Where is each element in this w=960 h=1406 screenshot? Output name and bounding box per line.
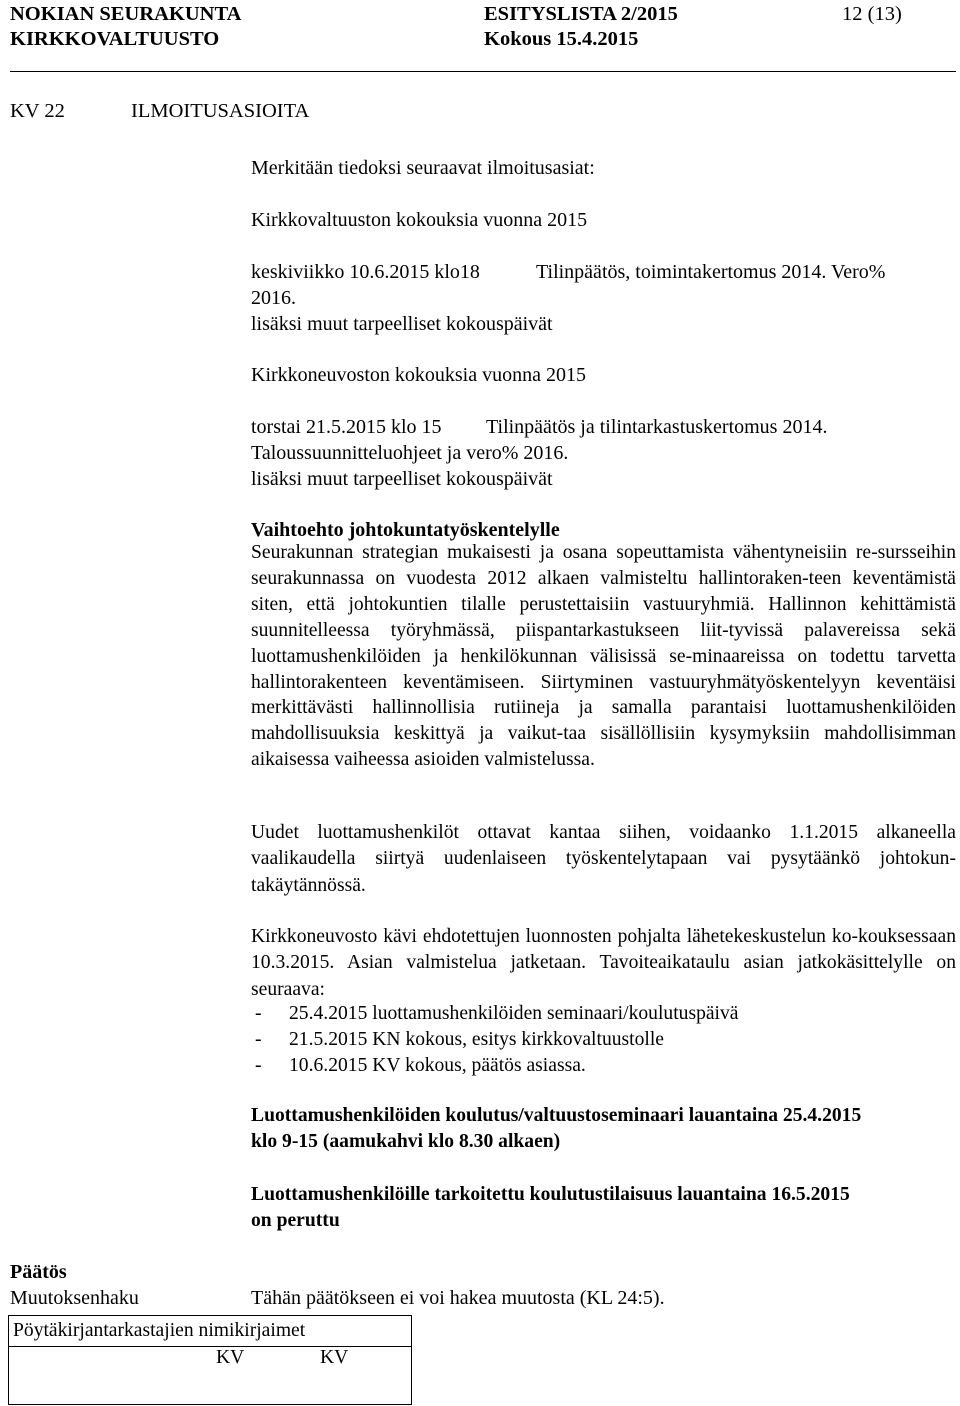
kv-meeting-topic: Tilinpäätös, toimintakertomus 2014. Vero% <box>536 261 886 283</box>
signature-box-divider <box>9 1346 411 1347</box>
cancelled-notice-line-2: on peruttu <box>251 1210 340 1231</box>
signature-box-title: Pöytäkirjantarkastajien nimikirjaimet <box>13 1320 306 1341</box>
kv-meeting-extra: lisäksi muut tarpeelliset kokouspäivät <box>251 313 553 335</box>
page-number: 12 (13) <box>842 3 902 25</box>
signature-box <box>8 1315 412 1405</box>
decision-label: Päätös <box>10 1261 67 1283</box>
alternative-heading: Vaihtoehto johtokuntatyöskentelylle <box>251 519 560 541</box>
seminar-notice-line-1: Luottamushenkilöiden koulutus/valtuustoseminaari lauantaina 25.4.2015 <box>251 1105 862 1126</box>
cancelled-notice-line-1: Luottamushenkilöille tarkoitettu koulutustilaisuus lauantaina 16.5.2015 <box>251 1184 850 1205</box>
kn-meeting-topic: Tilinpäätös ja tilintarkastuskertomus 2014. <box>486 416 828 438</box>
kv-meeting-date: keskiviikko 10.6.2015 klo18 <box>251 261 480 283</box>
header-rule <box>10 71 956 72</box>
section-number: KV 22 <box>10 100 65 122</box>
kv-meetings-title: Kirkkovaltuuston kokouksia vuonna 2015 <box>251 209 588 231</box>
alternative-paragraph-1: Seurakunnan strategian mukaisesti ja osana sopeuttamista vähentyneisiin re-sursseihin seurakunnassa on vuodesta 2012 alkaen valmisteltu hallintoraken-teen keventämistä siten, että johtokuntien tilalle perustettaisiin vastuuryhmiä. Hallinnon kehittämistä suunnitelleessa työryhmässä, piispantarkastukseen liit-tyvissä palavereissa sekä luottamushenkilöiden ja henkilökunnan välisissä se-minaareissa on todettu tarvetta hallintorakenteen keventämiseen. Siirtyminen vastuuryhmätyöskentelyyn keventäisi merkittävästi hallinnollisia rutiineja ja samalla parantaisi luottamushenkilöiden mahdollisuuksia keskittyä ja vaikut-taa sisällöllisiin kysymyksiin mahdollisimman aikaisessa vaiheessa asioiden valmistelussa. <box>251 542 956 771</box>
schedule-item: - 10.6.2015 KV kokous, päätös asiassa. <box>255 1055 586 1076</box>
appeal-text: Tähän päätökseen ei voi hakea muutosta (KL 24:5). <box>251 1287 665 1309</box>
kn-meeting-extra: lisäksi muut tarpeelliset kokouspäivät <box>251 468 553 490</box>
schedule-item: - 25.4.2015 luottamushenkilöiden seminaari/koulutuspäivä <box>255 1003 739 1024</box>
signature-initials-1: KV <box>216 1347 245 1368</box>
seminar-notice-line-2: klo 9-15 (aamukahvi klo 8.30 alkaen) <box>251 1131 561 1152</box>
body-name: KIRKKOVALTUUSTO <box>10 28 220 50</box>
meeting-date: Kokous 15.4.2015 <box>484 28 639 50</box>
alternative-paragraph-3: Kirkkoneuvosto kävi ehdotettujen luonnosten pohjalta lähetekeskustelun ko-kouksessaan 10.3.2015. Asian valmistelua jatketaan. Tavoiteaikataulu asian jatkokäsittelylle on seuraava: <box>251 926 956 1000</box>
appeal-label: Muutoksenhaku <box>10 1287 139 1309</box>
document-title: ESITYSLISTA 2/2015 <box>484 3 678 25</box>
org-name: NOKIAN SEURAKUNTA <box>10 3 242 25</box>
kn-meetings-title: Kirkkoneuvoston kokouksia vuonna 2015 <box>251 364 586 386</box>
alternative-paragraph-2: Uudet luottamushenkilöt ottavat kantaa siihen, voidaanko 1.1.2015 alkaneella vaalikaudella siirtyä uudenlaiseen työskentelytapaan vai pysytäänkö johtokun-takäytännössä. <box>251 822 956 896</box>
schedule-item: - 21.5.2015 KN kokous, esitys kirkkovaltuustolle <box>255 1029 664 1050</box>
section-title: ILMOITUSASIOITA <box>131 100 310 122</box>
kn-meeting-topic-cont: Taloussuunnitteluohjeet ja vero% 2016. <box>251 442 569 464</box>
signature-initials-2: KV <box>320 1347 349 1368</box>
schedule-list <box>251 1001 739 1079</box>
intro-text: Merkitään tiedoksi seuraavat ilmoitusasiat: <box>251 157 595 179</box>
kn-meeting-date: torstai 21.5.2015 klo 15 <box>251 416 442 438</box>
kv-meeting-topic-cont: 2016. <box>251 287 296 309</box>
